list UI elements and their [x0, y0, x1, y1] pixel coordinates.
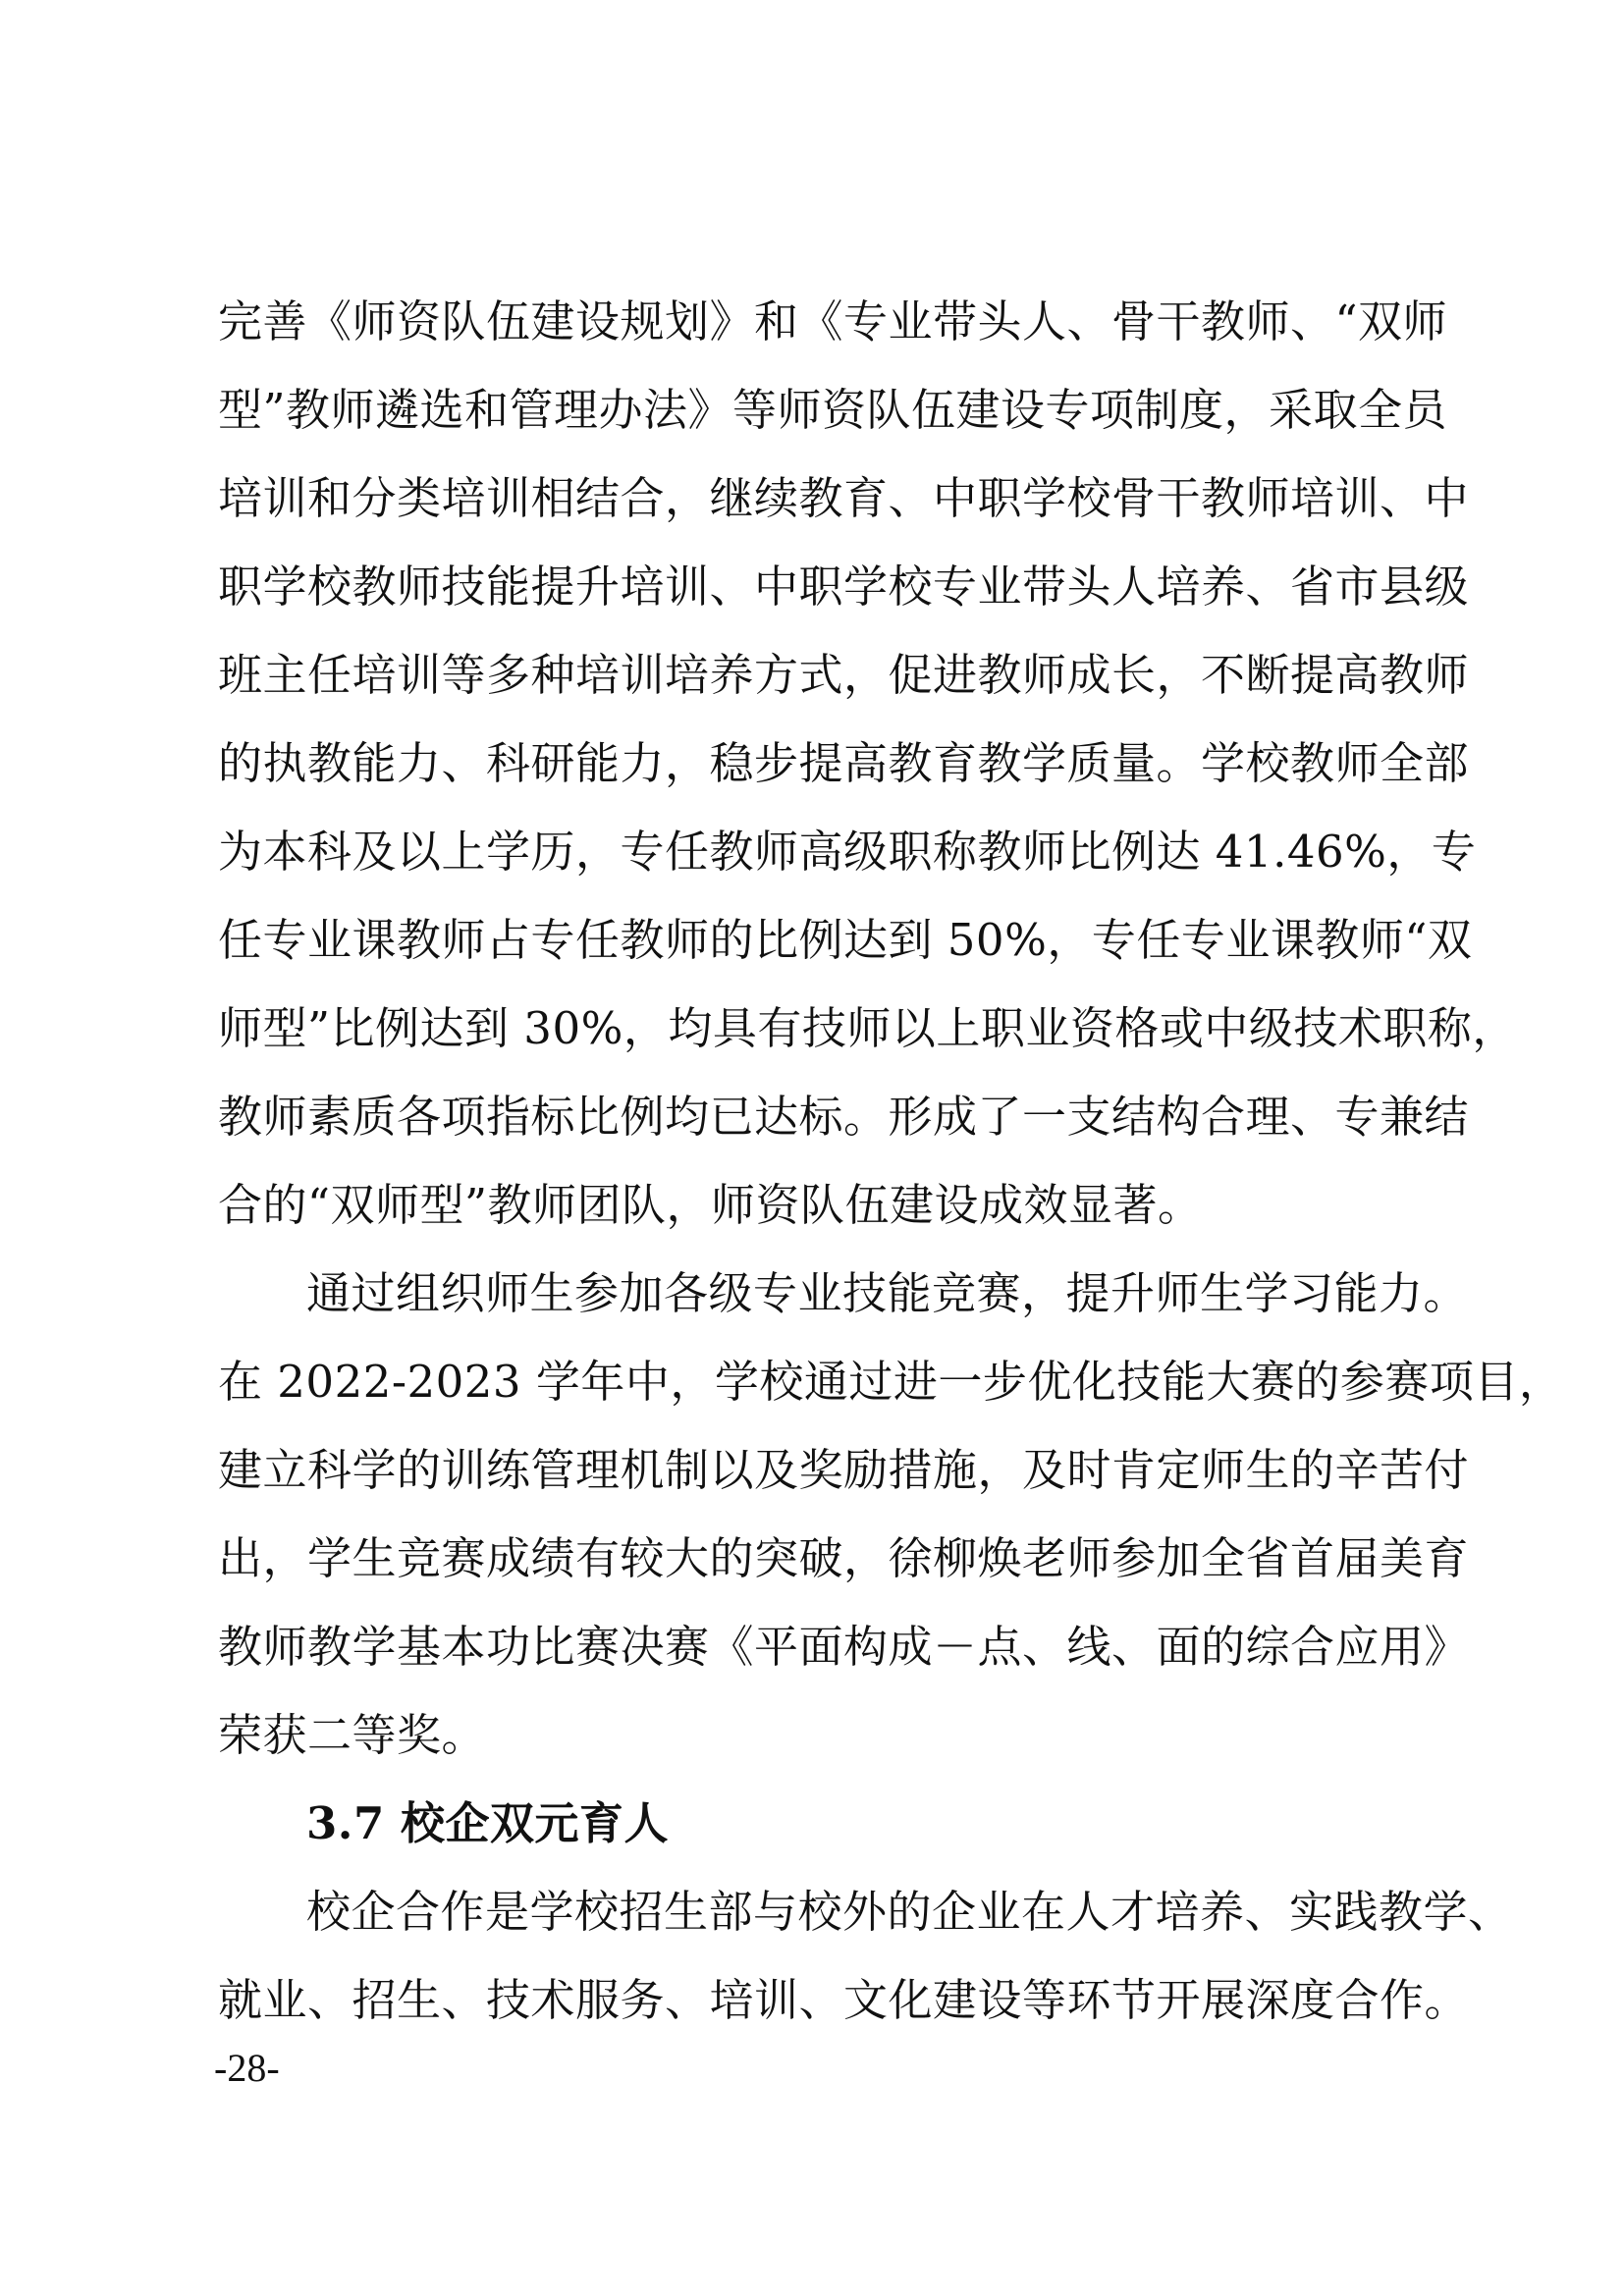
text-line-3: 培训和分类培训相结合，继续教育、中职学校骨干教师培训、中	[218, 472, 1470, 524]
text-line-7: 为本科及以上学历，专任教师高级职称教师比例达 41.46%，专	[218, 826, 1477, 878]
text-line-11: 合的“双师型”教师团队，师资队伍建设成效显著。	[218, 1179, 1203, 1231]
text-line-1: 完善《师资队伍建设规划》和《专业带头人、骨干教师、“双师	[218, 295, 1448, 347]
text-line-14: 建立科学的训练管理机制以及奖励措施，及时肯定师生的辛苦付	[218, 1444, 1470, 1496]
page-number: -28-	[214, 2046, 280, 2090]
text-line-9: 师型”比例达到 30%，均具有技师以上职业资格或中级技术职称，	[218, 1002, 1517, 1054]
text-line-17: 荣获二等奖。	[218, 1709, 487, 1761]
text-line-19: 就业、招生、技术服务、培训、文化建设等环节开展深度合作。	[218, 1974, 1470, 2026]
text-line-6: 的执教能力、科研能力，稳步提高教育教学质量。学校教师全部	[218, 737, 1470, 789]
text-line-4: 职学校教师技能提升培训、中职学校专业带头人培养、省市县级	[218, 561, 1470, 613]
text-line-18: 校企合作是学校招生部与校外的企业在人才培养、实践教学、	[306, 1886, 1513, 1938]
text-line-15: 出，学生竞赛成绩有较大的突破，徐柳焕老师参加全省首届美育	[218, 1532, 1470, 1584]
text-line-10: 教师素质各项指标比例均已达标。形成了一支结构合理、专兼结	[218, 1091, 1470, 1143]
text-line-8: 任专业课教师占专任教师的比例达到 50%，专任专业课教师“双	[218, 914, 1473, 966]
section-heading: 3.7 校企双元育人	[306, 1797, 669, 1849]
text-line-2: 型”教师遴选和管理办法》等师资队伍建设专项制度，采取全员	[218, 384, 1448, 436]
text-line-5: 班主任培训等多种培训培养方式，促进教师成长，不断提高教师	[218, 649, 1470, 701]
text-line-16: 教师教学基本功比赛决赛《平面构成－点、线、面的综合应用》	[218, 1621, 1470, 1673]
text-line-12: 通过组织师生参加各级专业技能竞赛，提升师生学习能力。	[306, 1267, 1469, 1319]
text-line-13: 在 2022-2023 学年中，学校通过进一步优化技能大赛的参赛项目，	[218, 1356, 1564, 1408]
